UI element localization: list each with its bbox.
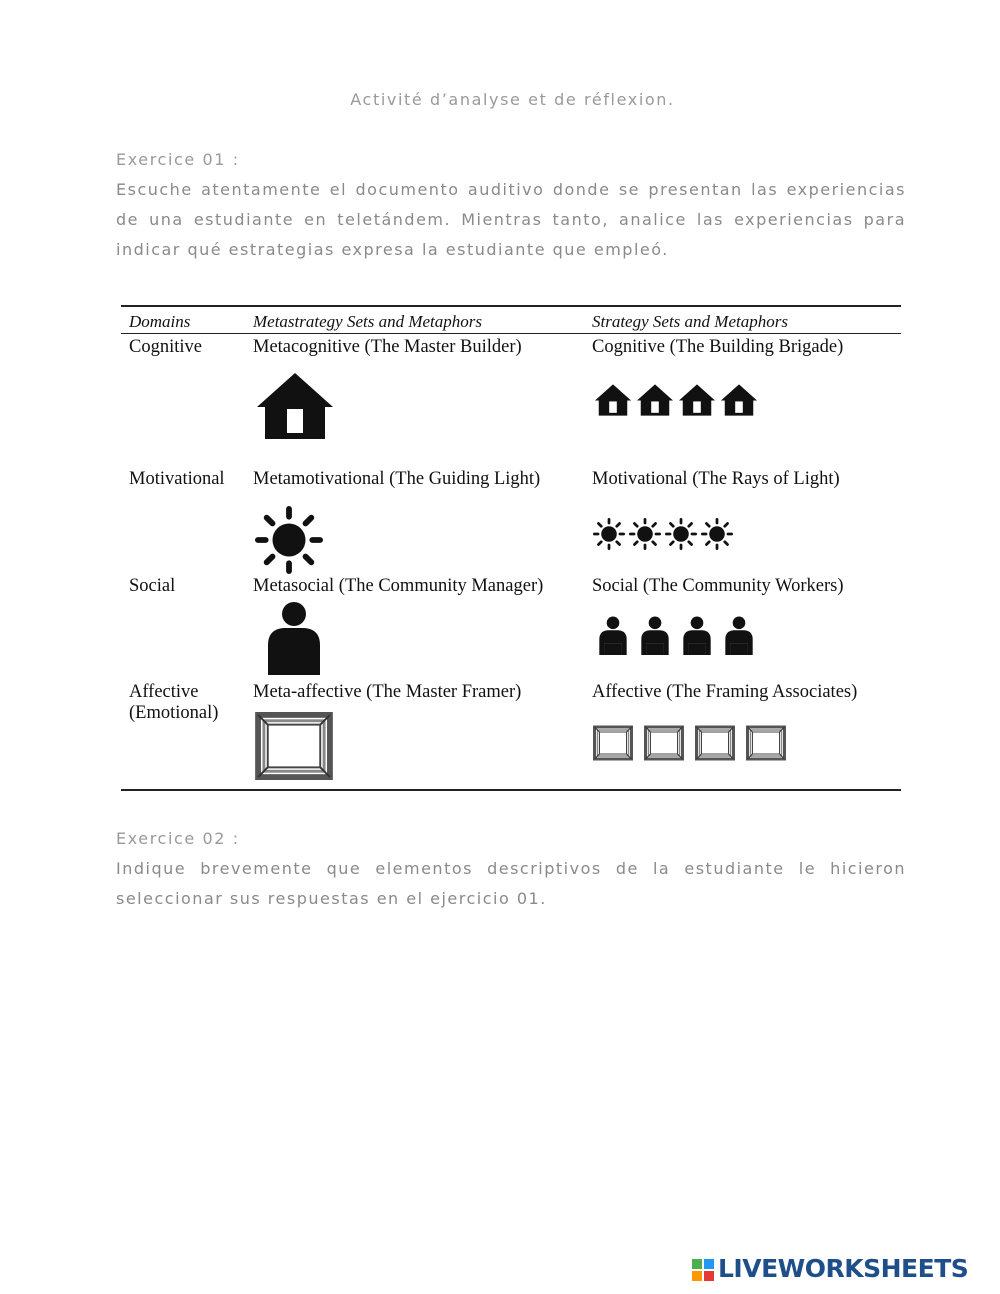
person-icon (264, 601, 324, 677)
row-cognitive-strategy: Cognitive (The Building Brigade) (592, 337, 844, 357)
suns-icon (593, 518, 735, 550)
row-affective-domain-line2: (Emotional) (129, 703, 219, 723)
row-affective-meta: Meta-affective (The Master Framer) (253, 682, 522, 702)
row-cognitive-meta: Metacognitive (The Master Builder) (253, 337, 522, 357)
people-icon (597, 616, 757, 656)
exercise-2-instruction: Indique brevemente que elementos descriptivos de la estudiante le hicieron seleccionar sus respuestas en el ejercicio 01. (116, 859, 906, 908)
strategy-table (121, 305, 901, 791)
row-motivational-strategy: Motivational (The Rays of Light) (592, 469, 840, 489)
page-title: Activité d’analyse et de réflexion. (350, 90, 675, 109)
houses-icon (594, 383, 759, 419)
row-social-domain: Social (129, 576, 176, 596)
row-cognitive-domain: Cognitive (129, 337, 202, 357)
table-header-metastrategy: Metastrategy Sets and Metaphors (253, 312, 482, 331)
logo-blocks-icon (692, 1259, 714, 1281)
table-header-domains: Domains (129, 312, 191, 331)
row-social-meta: Metasocial (The Community Manager) (253, 576, 544, 596)
table-header-strategy: Strategy Sets and Metaphors (592, 312, 788, 331)
row-affective-strategy: Affective (The Framing Associates) (592, 682, 858, 702)
logo-text: LIVEWORKSHEETS (718, 1254, 969, 1283)
sun-icon (255, 506, 323, 574)
house-icon (255, 371, 335, 441)
exercise-2-heading: Exercice 02 : (116, 829, 240, 848)
row-motivational-domain: Motivational (129, 469, 225, 489)
row-motivational-meta: Metamotivational (The Guiding Light) (253, 469, 541, 489)
table-header-divider (121, 333, 901, 334)
row-social-strategy: Social (The Community Workers) (592, 576, 844, 596)
frames-icon (593, 725, 787, 763)
exercise-1-heading: Exercice 01 : (116, 150, 240, 169)
exercise-1-instruction: Escuche atentamente el documento auditivo donde se presentan las experiencias de una estudiante en teletándem. Mientras tanto, analice las experiencias para indicar qué estrategias expresa la estudiante que empleó. (116, 180, 906, 259)
frame-icon (255, 712, 333, 780)
row-affective-domain: Affective (129, 682, 199, 702)
